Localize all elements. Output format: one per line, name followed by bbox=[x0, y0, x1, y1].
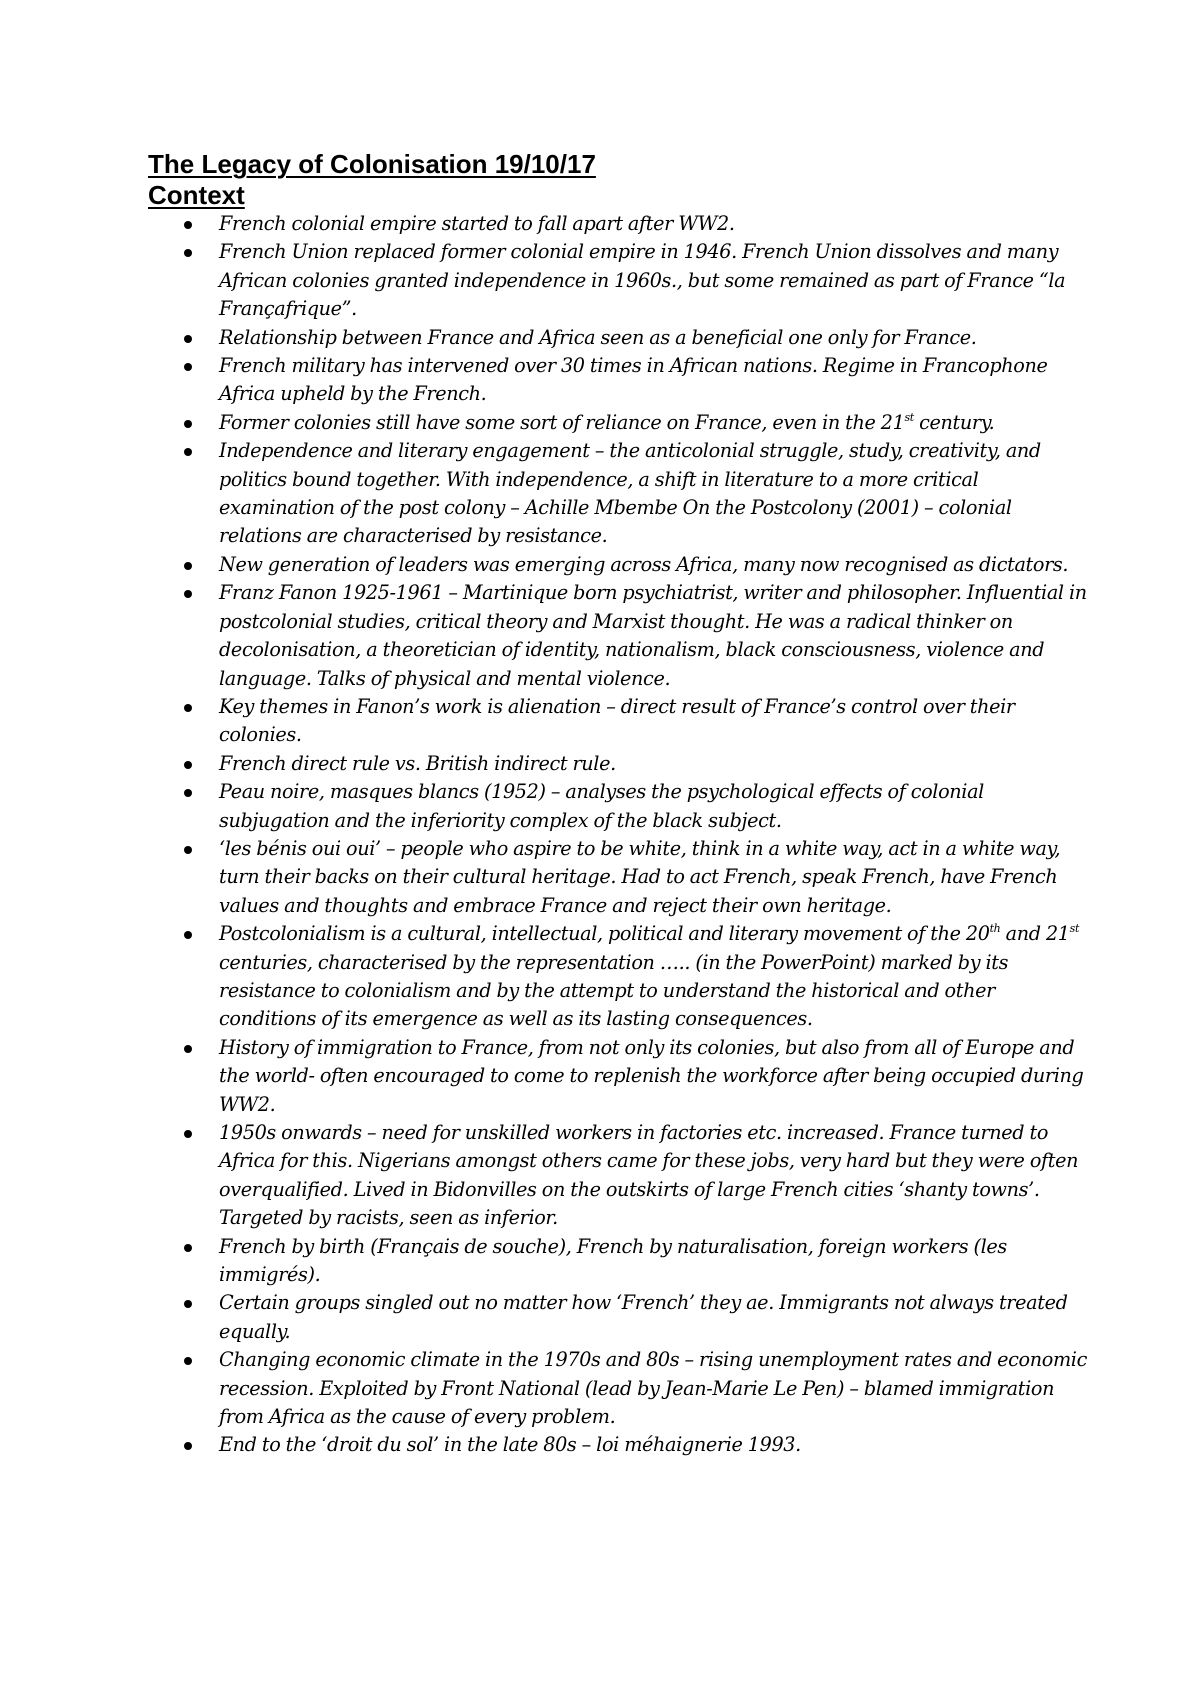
bullet-icon bbox=[184, 249, 192, 257]
list-item: 1950s onwards – need for unskilled workers in factories etc. increased. France turned to Africa for this. Nigerians amongst others came for these jobs, very hard but they were often overqualified. Lived in Bidonvilles on the outskirts of large French cities ‘shanty towns’. Targeted by racists, seen as inferior. bbox=[148, 1119, 1088, 1233]
bullet-icon bbox=[184, 335, 192, 343]
list-item: Certain groups singled out no matter how ‘French’ they ae. Immigrants not always treated equally. bbox=[148, 1289, 1088, 1346]
bullet-icon bbox=[184, 846, 192, 854]
bullet-icon bbox=[184, 1300, 192, 1308]
bullet-icon bbox=[184, 1130, 192, 1138]
list-item: Relationship between France and Africa seen as a beneficial one only for France. bbox=[148, 324, 1088, 352]
list-item: Peau noire, masques blancs (1952) – analyses the psychological effects of colonial subjugation and the inferiority complex of the black subject. bbox=[148, 778, 1088, 835]
list-item: Key themes in Fanon’s work is alienation – direct result of France’s control over their colonies. bbox=[148, 693, 1088, 750]
list-item: Postcolonialism is a cultural, intellectual, political and literary movement of the 20th and 21st centuries, characterised by the representation ….. (in the PowerPoint) marked by its resistance to colonialism and by the attempt to understand the historical and other conditions of its emergence as well as its lasting consequences. bbox=[148, 920, 1088, 1034]
list-item: End to the ‘droit du sol’ in the late 80s – loi méhaignerie 1993. bbox=[148, 1431, 1088, 1459]
list-item: ‘les bénis oui oui’ – people who aspire to be white, think in a white way, act in a white way, turn their backs on their cultural heritage. Had to act French, speak French, have French values and thoughts and embrace France and reject their own heritage. bbox=[148, 835, 1088, 920]
bullet-list bbox=[148, 210, 1088, 1460]
bullet-icon bbox=[184, 420, 192, 428]
bullet-icon bbox=[184, 221, 192, 229]
list-item: French direct rule vs. British indirect rule. bbox=[148, 750, 1088, 778]
list-item: History of immigration to France, from not only its colonies, but also from all of Europe and the world- often encouraged to come to replenish the workforce after being occupied during WW2. bbox=[148, 1034, 1088, 1119]
bullet-icon bbox=[184, 448, 192, 456]
list-item: Franz Fanon 1925-1961 – Martinique born psychiatrist, writer and philosopher. Influential in postcolonial studies, critical theory and Marxist thought. He was a radical thinker on decolonisation, a theoretician of identity, nationalism, black consciousness, violence and language. Talks of physical and mental violence. bbox=[148, 579, 1088, 693]
list-item: Former colonies still have some sort of reliance on France, even in the 21st century. bbox=[148, 409, 1088, 437]
bullet-icon bbox=[184, 590, 192, 598]
bullet-icon bbox=[184, 704, 192, 712]
list-item: French colonial empire started to fall apart after WW2. bbox=[148, 210, 1088, 238]
bullet-icon bbox=[184, 1244, 192, 1252]
list-item: French by birth (Français de souche), French by naturalisation, foreign workers (les immigrés). bbox=[148, 1233, 1088, 1290]
bullet-icon bbox=[184, 931, 192, 939]
list-item: French military has intervened over 30 times in African nations. Regime in Francophone Africa upheld by the French. bbox=[148, 352, 1088, 409]
bullet-icon bbox=[184, 1442, 192, 1450]
document-title: The Legacy of Colonisation 19/10/17 bbox=[148, 149, 596, 179]
bullet-icon bbox=[184, 363, 192, 371]
bullet-icon bbox=[184, 789, 192, 797]
bullet-icon bbox=[184, 562, 192, 570]
bullet-icon bbox=[184, 1357, 192, 1365]
list-item: New generation of leaders was emerging across Africa, many now recognised as dictators. bbox=[148, 551, 1088, 579]
section-heading: Context bbox=[148, 180, 245, 210]
bullet-icon bbox=[184, 1045, 192, 1053]
bullet-icon bbox=[184, 761, 192, 769]
list-item: French Union replaced former colonial empire in 1946. French Union dissolves and many African colonies granted independence in 1960s., but some remained as part of France “la Françafrique”. bbox=[148, 238, 1088, 323]
list-item: Changing economic climate in the 1970s and 80s – rising unemployment rates and economic recession. Exploited by Front National (lead by Jean-Marie Le Pen) – blamed immigration from Africa as the cause of every problem. bbox=[148, 1346, 1088, 1431]
list-item: Independence and literary engagement – the anticolonial struggle, study, creativity, and politics bound together. With independence, a shift in literature to a more critical examination of the post colony – Achille Mbembe On the Postcolony (2001) – colonial relations are characterised by resistance. bbox=[148, 437, 1088, 551]
